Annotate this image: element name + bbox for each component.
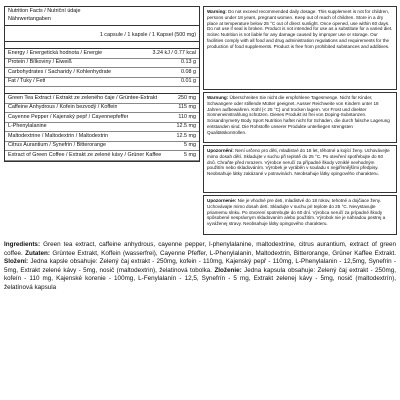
nutrient-label: Carbohydrates / Sacharidy / Kohlenhydrate bbox=[8, 68, 112, 75]
nutrient-value: 5 mg bbox=[184, 151, 196, 158]
ingredients-slovak-text: Jedna kapsula obsahuje: Zelený čaj extrakt - 250mg, kofeín - 110 mg, Kajenské korenie - 100mg, L-Fenylalanín - 12,5, Synefrín - 5 mg, Extrakt zelenej kávy - 5mg, nosič (maltodextrín), želatínová kapsula bbox=[4, 266, 396, 291]
nutrition-row bbox=[5, 104, 199, 114]
nutrient-value: 12.5 mg bbox=[176, 132, 196, 139]
ingredients-german-text: Grüntee Extrakt, Koffein (wasserfrei), Cayenne Pfeffer, L-Phenylalanin, Maltodextrin, Bitterorange, Grüner Kaffee Extrakt. bbox=[49, 249, 396, 257]
nutrient-value: 250 mg bbox=[178, 94, 196, 101]
warning-german-label: Warnung: bbox=[207, 95, 229, 100]
warning-slovak bbox=[203, 195, 397, 235]
nutrition-row bbox=[5, 142, 199, 152]
table-spacer bbox=[5, 42, 199, 49]
nutrient-value: 5 mg bbox=[184, 142, 196, 149]
nutrition-row bbox=[5, 94, 199, 104]
nutrition-row bbox=[5, 132, 199, 142]
warning-czech-text: Není určeno pro děti, mladistvé do 18 let, těhotné a kojící ženy. Uchovávejte mimo dosah dětí. Skladujte v suchu při teplotě do 25 °C. Po otevření spotřebujte do 60 dnů. Chraňte před mrazem. Výrobce neručí za případné škody vzniklé nevhodným použitím nebo skladováním. Výrobek je vyráběn v souladu s nejpřísnějšími předpisy. Neobsahuje látky zakázané v potravinách. Neobsahuje látky opingového charakteru. bbox=[207, 148, 390, 177]
nutrient-label: Citrus Aurantium / Synefrin / Bitterorange bbox=[8, 142, 106, 149]
nutrient-value: 3.24 kJ / 0.77 kcal bbox=[152, 49, 196, 56]
nutrient-label: L-Phenylalanine bbox=[8, 123, 47, 130]
table-spacer bbox=[5, 87, 199, 94]
nutrient-label: Maltodextrine / Maltodextrin / Maltodextrin bbox=[8, 132, 109, 139]
nutrition-row bbox=[5, 59, 199, 69]
warning-slovak-text: Nie je vhodné pre deti, mladistvé do 18 rokov, tehotné a dojčiace ženy. Uchovávajte mimo dosah detí. Skladujte v suchu pri teplote do 25 °C. Nevystavujte priamemu slnku. Po otvorení spotrebujte do 60 dní. Výrobca neručí za prípadné škody spôsobené nesprávnym skladovaním alebo použitím. Výrobok nie je náhradou pestrej a vyváženej stravy. Neobsahuje látky opingového charakteru. bbox=[207, 198, 386, 227]
nutrition-row bbox=[5, 151, 199, 161]
nutrient-label: Caffeine Anhydrous / Kofein bezvodý / Koffein bbox=[8, 104, 118, 111]
ingredients-slovak-label: Zloženie: bbox=[214, 266, 242, 274]
nutrient-value: 0.13 g bbox=[181, 59, 196, 66]
nutrient-label: Green Tea Extract / Extrakt ze zeleného čaje / Grüntee-Extrakt bbox=[8, 94, 158, 101]
nutrient-value: 0.08 g bbox=[181, 68, 196, 75]
nutrient-label: Protein / Bílkoviny / Eiweiß bbox=[8, 59, 72, 66]
nutrition-facts-title: Nutrition Facts / Nutriční údaje bbox=[8, 8, 81, 14]
nutrition-row bbox=[5, 49, 199, 59]
ingredients-english-label: Ingredients: bbox=[4, 241, 41, 248]
ingredients-czech-text: Jedna kapsle obsahuje: Zelený čaj extrakt - 250mg, kofein - 110mg, Kajenský pepř - 110mg, L-Phenylalanin - 12,5mg, Synefrin - 5mg, Extrakt zelené kávy - 5mg, nosič (maltodextrin), želatinová tobolka. bbox=[4, 258, 396, 274]
nutrition-row bbox=[5, 68, 199, 78]
nutrient-label: Extract of Green Coffee / Extrakt ze zelené kávy / Grüner Kaffee bbox=[8, 151, 162, 158]
nutrient-value: 115 mg bbox=[178, 104, 196, 111]
warning-czech-label: Upozornění: bbox=[207, 148, 234, 153]
warning-english-label: Warning: bbox=[207, 9, 227, 14]
ingredients-german-label: Zutaten: bbox=[25, 249, 50, 257]
ingredients-english-text: Green tea extract, caffeine anhydrous, cayenne pepper, l-phenylalanine, maltodextrine, citrus aurantium, extract of green coffee. bbox=[4, 241, 396, 257]
nutrient-value: 0.01 g bbox=[181, 78, 196, 85]
warning-czech bbox=[203, 145, 397, 193]
nutrition-row bbox=[5, 78, 199, 88]
warning-german bbox=[203, 92, 397, 143]
nutrition-facts-subtitle: Nährwertangaben bbox=[5, 16, 199, 26]
warning-english bbox=[203, 6, 397, 90]
active-ingredient-rows bbox=[5, 94, 199, 161]
nutrition-row bbox=[5, 113, 199, 123]
nutrient-label: Energy / Energetická hodnota / Energie bbox=[8, 49, 103, 56]
serving-size: 1 capsule / 1 kapsle / 1 Kapsel (500 mg) bbox=[5, 26, 199, 42]
warning-english-text: Do not exceed recommended daily dosage. This supplement is not for children, persons under 18 years, pregnant women. Keep out of reach of children. Store in a dry place at temperature below 25 °C out of direct sunlight. Once opened, use within 60 days. Do not use if seal is broken. Product is not intended for use as a substitute for a varied diet. Scitec Nutrition is not liable for any damage caused by improper use or storage. Our facilities comply with all food and drug administration regulations and requirements for the production of food supplements. Product is free from prohibited substances and additives. bbox=[207, 9, 393, 49]
nutrition-facts-table bbox=[4, 6, 200, 162]
macronutrient-rows bbox=[5, 49, 199, 87]
nutrient-label: Fat / Tuky / Fett bbox=[8, 78, 46, 85]
nutrition-row bbox=[5, 123, 199, 133]
nutrient-value: 12.5 mg bbox=[176, 123, 196, 130]
ingredients-block bbox=[4, 241, 396, 293]
warning-german-text: Überschreiten Sie nicht die empfohlene Tagesmenge. Nicht für Kinder, Schwangere oder stillende Mütter geeignet. Ausser Reichweite von Kindern unter 18 Jahren aufbewahren. Kühl (< 25 °C) und trocken lagern. Vor Frost und direkter Sonneneinstrahlung schützen. Dieses Produkt ist frei von Doping-Substanzen. Scisandnymetry Body Sport Nutrition haftet nicht für Schäden, die durch falsche Lagerung entstanden sind. Die Rohstoffe unserer Produkte unterliegen strengsten Qualitätskontrollen. bbox=[207, 95, 390, 135]
nutrient-label: Cayenne Pepper / Kajenský pepř / Cayennepfeffer bbox=[8, 113, 129, 120]
ingredients-czech-label: Složení: bbox=[4, 258, 29, 266]
nutrient-value: 110 mg bbox=[178, 113, 196, 120]
warning-slovak-label: Upozornenie: bbox=[207, 198, 237, 203]
